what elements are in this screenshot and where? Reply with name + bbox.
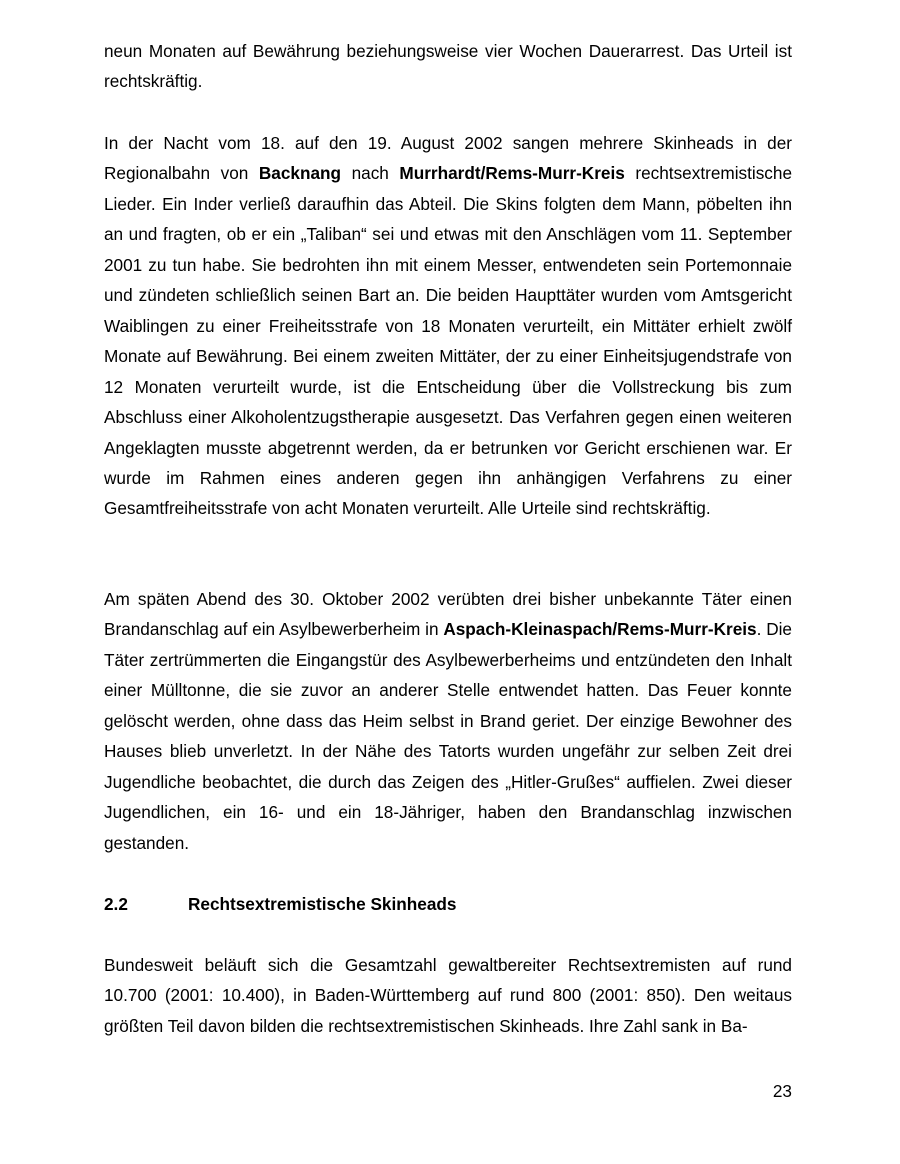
page-number: 23 <box>772 1081 792 1101</box>
text-segment: neun Monaten auf Bewährung beziehungsweise vier Wochen Dauerarrest. Das Urteil ist rechtskräftig. <box>104 41 792 92</box>
text-segment: nach <box>341 163 400 184</box>
paragraph-aspach-incident <box>104 584 792 858</box>
section-heading <box>104 889 456 919</box>
text-segment: . Die Täter zertrümmerten die Eingangstür des Asylbewerberheims und entzündeten den Inhalt einer Mülltonne, die sie zuvor an anderer Stelle entwendet hatten. Das Feuer konnte gelöscht werden, ohne dass das Heim selbst in Brand geriet. Der einzige Bewohner des Hauses blieb unverletzt. In der Nähe des Tatorts wurden ungefähr zur selben Zeit drei Jugendliche beobachtet, die durch das Zeigen des „Hitler-Grußes“ auffielen. Zwei dieser Jugendlichen, ein 16- und ein 18-Jähriger, haben den Brandanschlag inzwischen gestanden. <box>104 619 792 853</box>
paragraph-verdict-end <box>104 36 792 97</box>
text-segment: rechtsextremistische Lieder. Ein Inder verließ daraufhin das Abteil. Die Skins folgten dem Mann, pöbelten ihn an und fragten, ob er ein „Taliban“ sei und etwas mit den Anschlägen vom 11. September 2001 zu tun habe. Sie bedrohten ihn mit einem Messer, entwendeten sein Portemonnaie und zündeten schließlich seinen Bart an. Die beiden Haupttäter wurden vom Amtsgericht Waiblingen zu einer Freiheitsstrafe von 18 Monaten verurteilt, ein Mittäter erhielt zwölf Monate auf Bewährung. Bei einem zweiten Mittäter, der zu einer Einheitsjugendstrafe von 12 Monaten verurteilt wurde, ist die Entscheidung über die Vollstreckung bis zum Abschluss einer Alkoholentzugstherapie ausgesetzt. Das Verfahren gegen einen weiteren Angeklagten musste abgetrennt werden, da er betrunken vor Gericht erschienen war. Er wurde im Rahmen eines anderen gegen ihn anhängigen Verfahrens zu einer Gesamtfreiheitsstrafe von acht Monaten verurteilt. Alle Urteile sind rechtskräftig. <box>104 163 793 519</box>
section-title: Rechtsextremistische Skinheads <box>188 894 457 914</box>
place-name-murrhardt: Murrhardt/Rems-Murr-Kreis <box>399 163 625 184</box>
place-name-backnang: Backnang <box>258 163 342 184</box>
place-name-aspach: Aspach-Kleinaspach/Rems-Murr-Kreis <box>443 619 757 640</box>
section-number: 2.2 <box>104 894 128 914</box>
paragraph-backnang-incident <box>104 128 792 524</box>
text-segment: In der Nacht vom 18. auf den 19. August 2002 sangen mehrere Skinheads in der Regionalbahn von <box>104 133 792 184</box>
text-segment: Am späten Abend des 30. Oktober 2002 verübten drei bisher unbekannte Täter einen Brandanschlag auf ein Asylbewerberheim in <box>104 589 792 640</box>
paragraph-skinhead-statistics: Bundesweit beläuft sich die Gesamtzahl gewaltbereiter Rechtsextremisten auf rund 10.700 (2001: 10.400), in Baden-Württemberg auf rund 800 (2001: 850). Den weitaus größten Teil davon bilden die rechtsextremistischen Skinheads. Ihre Zahl sank in Ba- <box>104 955 792 1036</box>
